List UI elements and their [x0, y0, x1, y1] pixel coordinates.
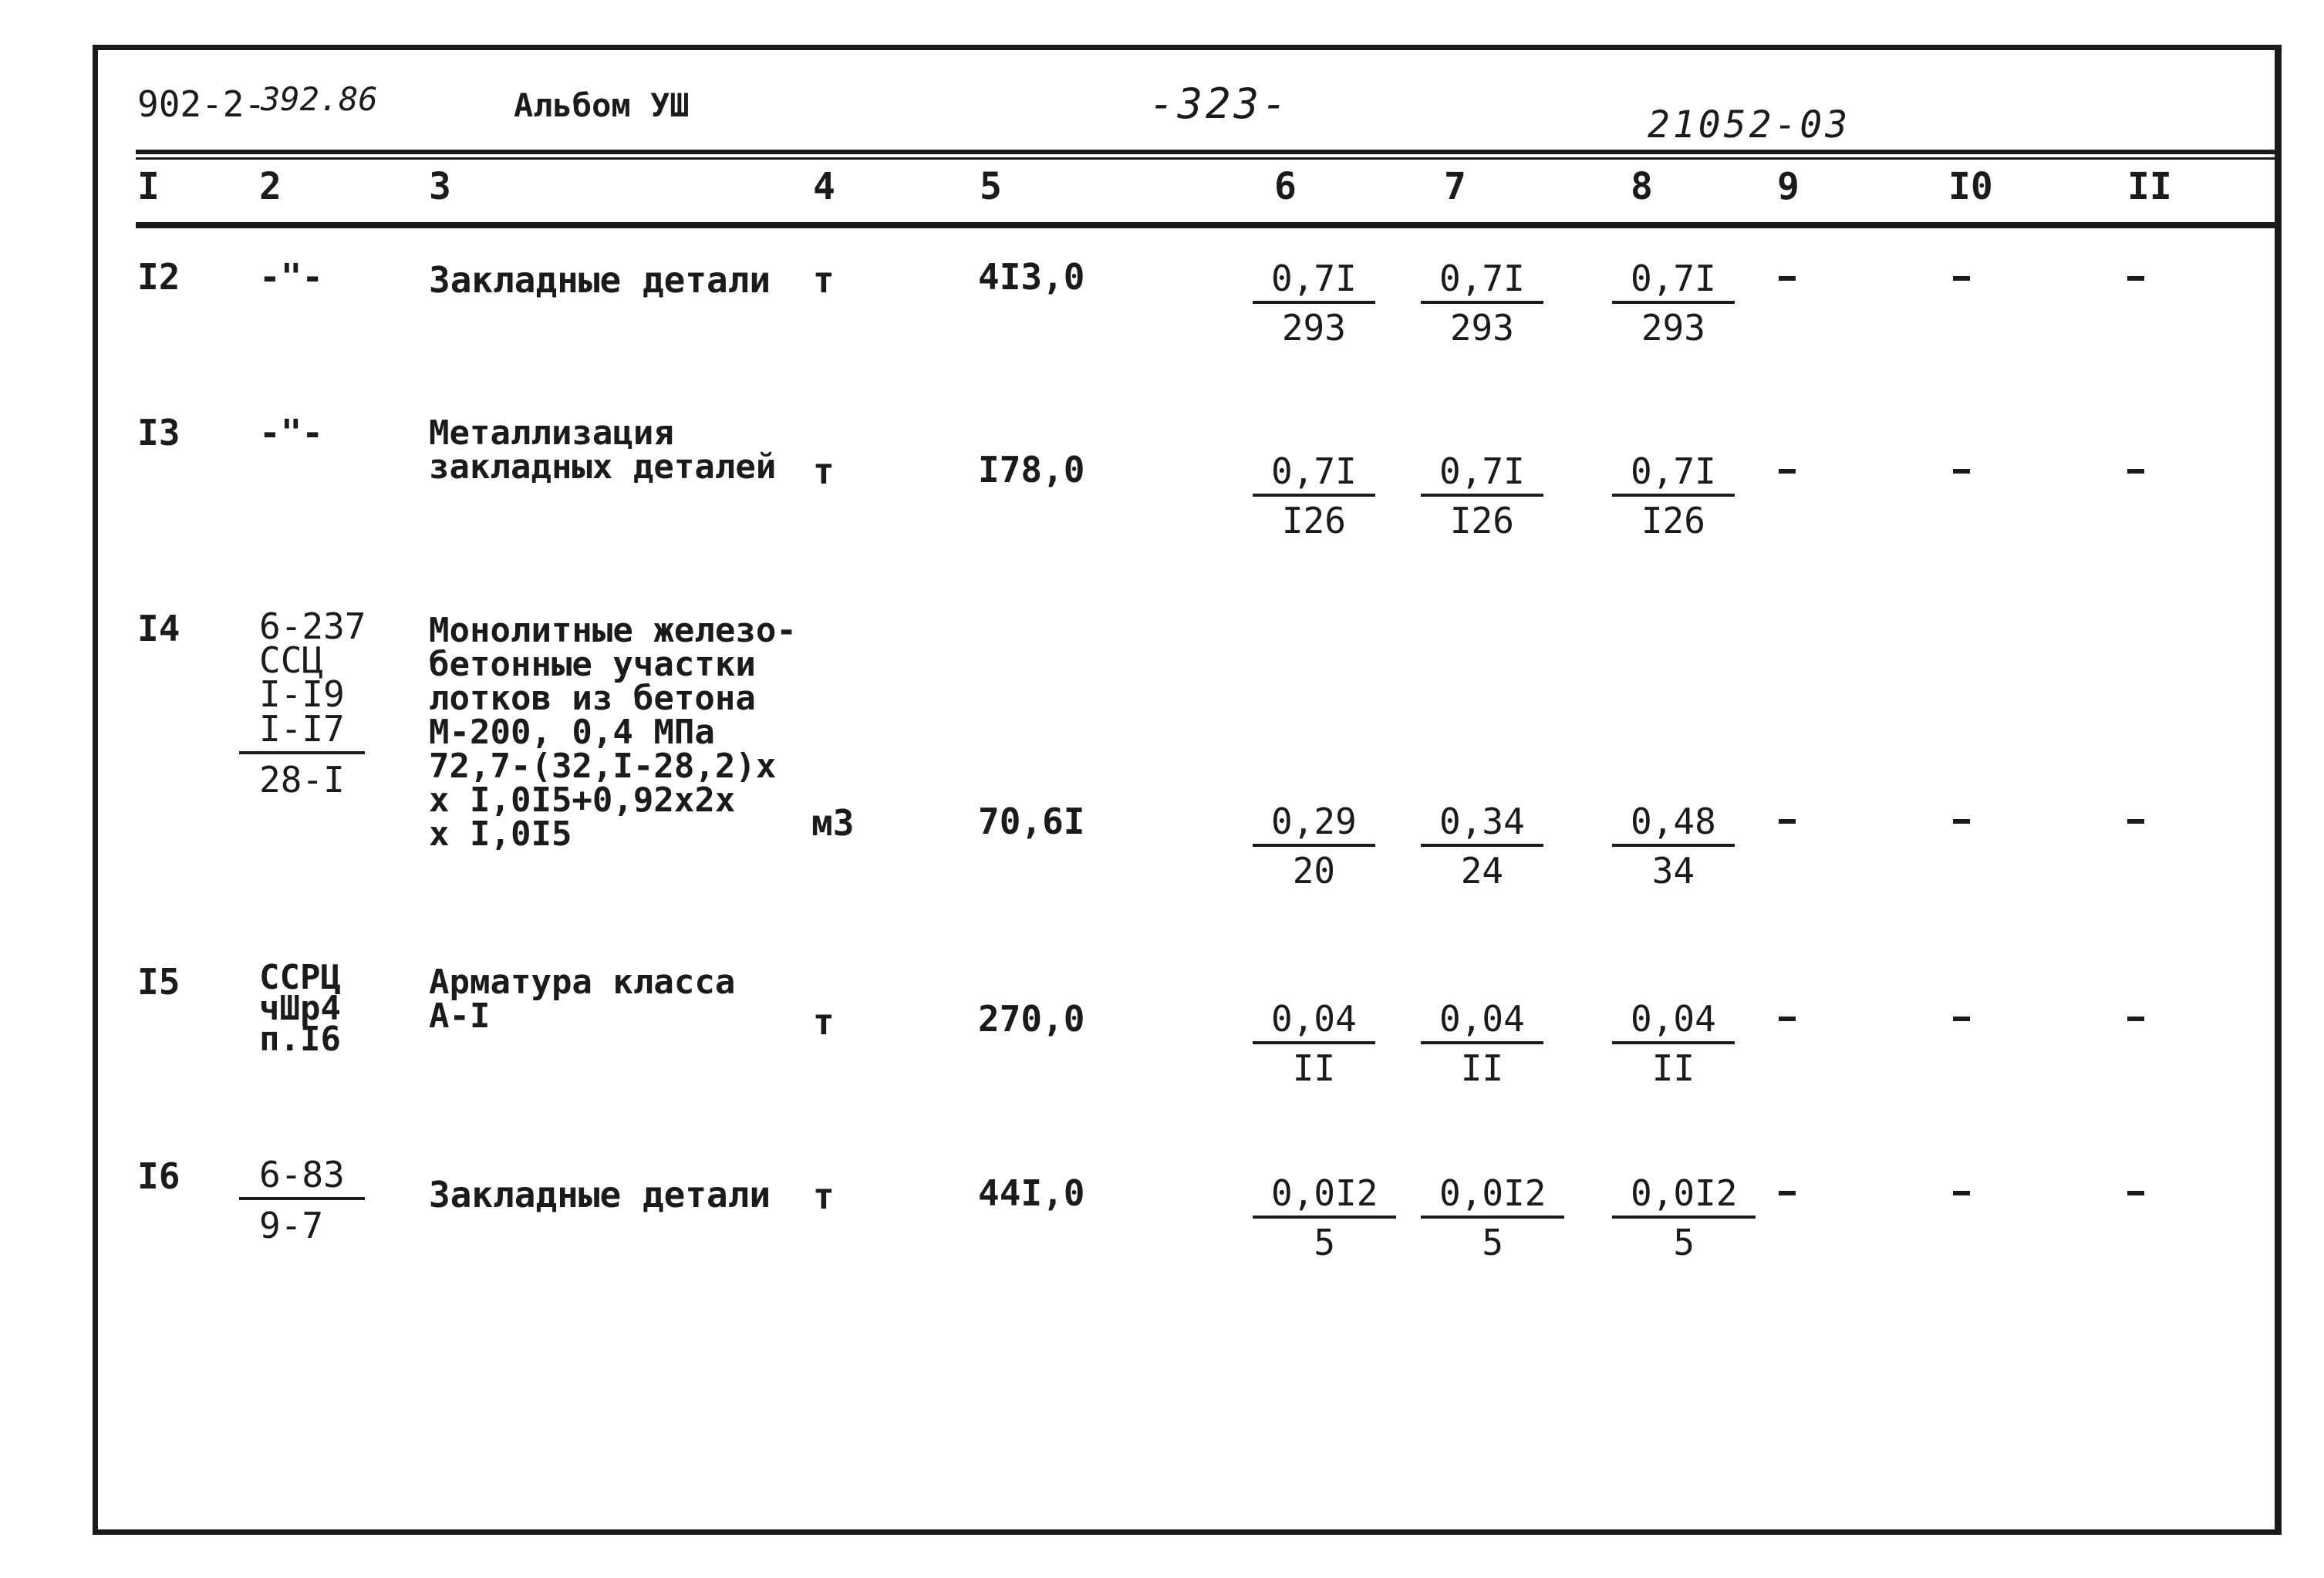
row-number: I2: [137, 256, 180, 298]
fraction-numerator: 0,0I2: [1612, 1175, 1756, 1219]
row-number: I4: [137, 608, 180, 649]
fraction-denominator: 293: [1281, 307, 1346, 349]
row-col9-dash: [1779, 469, 1796, 474]
fraction-numerator: 0,7I: [1253, 454, 1375, 497]
fraction-denominator: I26: [1281, 500, 1346, 541]
row-unit: м3: [811, 802, 855, 844]
fraction-numerator: 0,04: [1421, 1001, 1543, 1044]
row-col7-fraction: [1421, 258, 1543, 349]
row-name: Монолитные железо- бетонные участки лотков из бетона М-200, 0,4 МПа 72,7-(32,I-28,2)х х I,0I5+0,92х2х х I,0I5: [429, 611, 797, 854]
row-col9-dash: [1779, 276, 1796, 281]
row-reference: -"-: [259, 412, 324, 454]
column-number-4: 4: [813, 165, 835, 208]
row-col8-fraction: [1612, 1172, 1756, 1263]
header-rule-double-bottom: [136, 157, 2282, 160]
row-quantity: 70,6I: [978, 801, 1085, 842]
fraction-denominator: II: [1651, 1047, 1695, 1089]
sheet-code: 21052-03: [1648, 103, 1851, 147]
row-quantity: 4I3,0: [978, 256, 1085, 298]
row-col6-fraction: [1253, 450, 1375, 541]
row-col11-dash: [2127, 819, 2144, 824]
fraction-denominator: II: [1460, 1047, 1504, 1089]
fraction-numerator: 0,0I2: [1421, 1175, 1564, 1219]
doc-code-suffix: 392.86: [261, 80, 378, 118]
row-reference-fraction: [239, 1154, 365, 1246]
fraction-denominator: 5: [1482, 1222, 1504, 1263]
row-col7-fraction: [1421, 998, 1543, 1089]
fraction-numerator: 0,48: [1612, 804, 1735, 847]
row-col9-dash: [1779, 819, 1796, 824]
column-number-1: I: [137, 165, 160, 208]
fraction-numerator: 0,0I2: [1253, 1175, 1396, 1219]
column-number-11: II: [2127, 165, 2172, 208]
fraction-denominator: 34: [1651, 850, 1695, 892]
fraction-numerator: 0,7I: [1612, 454, 1735, 497]
row-unit: т: [813, 259, 835, 301]
row-col8-fraction: [1612, 801, 1735, 892]
fraction-denominator: 24: [1460, 850, 1504, 892]
fraction-numerator: 0,7I: [1253, 261, 1375, 304]
row-col11-dash: [2127, 276, 2144, 281]
page-frame: [93, 45, 2282, 1535]
row-col8-fraction: [1612, 258, 1735, 349]
fraction-denominator: I26: [1449, 500, 1514, 541]
row-name: Металлизация закладных деталей: [429, 413, 777, 487]
row-col9-dash: [1779, 1017, 1796, 1021]
row-col11-dash: [2127, 1191, 2144, 1195]
row-col11-dash: [2127, 469, 2144, 474]
row-col8-fraction: [1612, 450, 1735, 541]
fraction-numerator: 0,34: [1421, 804, 1543, 847]
column-number-3: 3: [429, 165, 451, 208]
row-quantity: 270,0: [978, 998, 1085, 1040]
column-number-7: 7: [1444, 165, 1466, 208]
fraction-numerator: 0,7I: [1612, 261, 1735, 304]
row-col7-fraction: [1421, 1172, 1564, 1263]
fraction-denominator: 20: [1292, 850, 1336, 892]
fraction-denominator: 293: [1641, 307, 1705, 349]
column-number-5: 5: [980, 165, 1002, 208]
column-number-6: 6: [1274, 165, 1297, 208]
fraction-numerator: I-I7: [239, 711, 365, 754]
fraction-denominator: I26: [1641, 500, 1705, 541]
row-col10-dash: [1953, 276, 1970, 281]
fraction-denominator: 5: [1673, 1222, 1695, 1263]
header-rule-double-top: [136, 150, 2282, 154]
fraction-numerator: 0,29: [1253, 804, 1375, 847]
column-number-8: 8: [1631, 165, 1653, 208]
fraction-numerator: 0,04: [1612, 1001, 1735, 1044]
fraction-denominator: 9-7: [259, 1205, 324, 1246]
fraction-denominator: II: [1292, 1047, 1336, 1089]
row-col6-fraction: [1253, 998, 1375, 1089]
row-col10-dash: [1953, 1191, 1970, 1195]
fraction-numerator: 0,7I: [1421, 454, 1543, 497]
row-name: Закладные детали: [429, 259, 771, 301]
row-name: Арматура класса А-I: [429, 963, 736, 1036]
row-number: I3: [137, 412, 180, 454]
column-number-9: 9: [1777, 165, 1799, 208]
row-name: Закладные детали: [429, 1174, 771, 1216]
row-reference: ССРЦ чШр4 п.I6: [259, 958, 341, 1059]
album-label: Альбом УШ: [514, 86, 690, 124]
row-number: I5: [137, 961, 180, 1003]
row-unit: т: [813, 1001, 835, 1043]
fraction-numerator: 0,7I: [1421, 261, 1543, 304]
row-col9-dash: [1779, 1191, 1796, 1195]
row-col6-fraction: [1253, 258, 1375, 349]
column-number-10: I0: [1948, 165, 1993, 208]
fraction-denominator: 293: [1449, 307, 1514, 349]
row-col10-dash: [1953, 819, 1970, 824]
row-reference: 6-237 ССЦ I-I9: [259, 605, 366, 715]
page-number: -323-: [1149, 79, 1290, 128]
row-reference-fraction: [239, 708, 365, 801]
row-col11-dash: [2127, 1017, 2144, 1021]
row-col10-dash: [1953, 469, 1970, 474]
row-col10-dash: [1953, 1017, 1970, 1021]
fraction-denominator: 28-I: [259, 759, 345, 801]
row-unit: т: [813, 450, 835, 492]
row-col7-fraction: [1421, 450, 1543, 541]
fraction-numerator: 6-83: [239, 1157, 365, 1200]
column-header-rule: [136, 222, 2282, 228]
row-unit: т: [813, 1175, 835, 1217]
row-reference: -"-: [259, 256, 324, 298]
row-number: I6: [137, 1155, 180, 1197]
row-quantity: 44I,0: [978, 1172, 1085, 1214]
row-col6-fraction: [1253, 1172, 1396, 1263]
doc-code-prefix: 902-2-: [137, 83, 266, 125]
row-quantity: I78,0: [978, 449, 1085, 491]
fraction-numerator: 0,04: [1253, 1001, 1375, 1044]
column-number-2: 2: [259, 165, 282, 208]
row-col6-fraction: [1253, 801, 1375, 892]
fraction-denominator: 5: [1314, 1222, 1336, 1263]
row-col7-fraction: [1421, 801, 1543, 892]
row-col8-fraction: [1612, 998, 1735, 1089]
